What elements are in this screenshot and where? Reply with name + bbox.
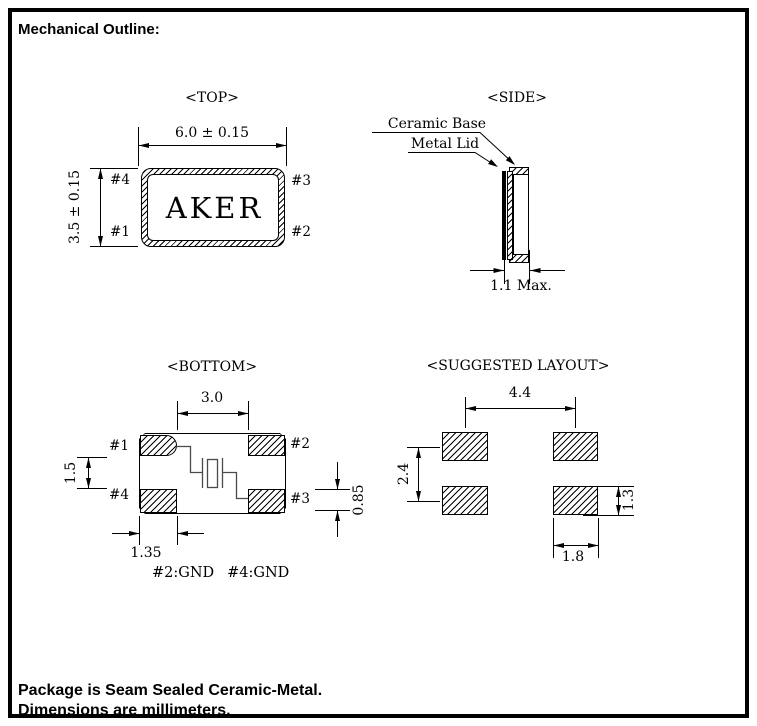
dim-top-height: 3.5 ± 0.15 [67,169,83,245]
page-title: Mechanical Outline: [18,21,160,38]
page-border [8,8,749,718]
dim-layout-pad-height: 1.3 [621,488,637,512]
dim-top-width: 6.0 ± 0.15 [174,125,250,141]
pin-label-bottom-2: #2 [290,436,310,452]
dim-bottom-pad-width: 1.35 [130,545,162,561]
dim-layout-pitch-y: 2.4 [396,462,412,486]
dim-bottom-pad-gap: 1.5 [63,461,79,485]
label-metal-lid: Metal Lid [410,136,480,152]
pin-label-bottom-1: #1 [109,438,129,454]
footer-note-package: Package is Seam Sealed Ceramic-Metal. [18,682,323,699]
pad-bottom-2 [248,435,285,456]
pin-label-top-3: #3 [291,173,311,189]
layout-pad-bottom-left [442,486,488,515]
pin-label-bottom-4: #4 [109,487,129,503]
dim-layout-pad-width: 1.8 [561,549,585,565]
dim-bottom-pad-height: 0.85 [351,484,367,516]
pin-label-top-4: #4 [110,172,130,188]
pin-label-top-2: #2 [291,224,311,240]
package-top-lid-face [147,174,279,241]
view-title-layout: <SUGGESTED LAYOUT> [426,358,610,374]
pin-label-bottom-3: #3 [290,491,310,507]
layout-pad-top-right [553,432,598,461]
footer-note-units: Dimensions are millimeters. [18,702,231,719]
package-top-view [141,168,285,247]
dim-bottom-pad-span: 3.0 [200,390,224,406]
dim-layout-pitch-x: 4.4 [508,385,532,401]
pad-bottom-4 [140,489,177,513]
gnd-note-pin2: #2:GND [152,565,215,581]
gnd-note [152,565,289,581]
dim-side-thickness: 1.1 Max. [490,278,552,294]
side-metal-lid-bar [502,171,506,260]
brand-text: AKER [165,190,264,225]
pin-label-top-1: #1 [110,224,130,240]
view-title-side: <SIDE> [486,90,548,106]
gnd-note-pin4: #4:GND [227,565,290,581]
view-title-top: <TOP> [185,90,239,106]
pad-bottom-3 [248,489,285,513]
layout-pad-bottom-right [553,486,598,515]
view-title-bottom: <BOTTOM> [166,359,258,375]
layout-pad-top-left [442,432,488,461]
side-ceramic-base-body [513,174,529,255]
side-seal-strip [507,171,513,260]
label-ceramic-base: Ceramic Base [387,116,487,132]
pad-bottom-1 [140,435,177,456]
